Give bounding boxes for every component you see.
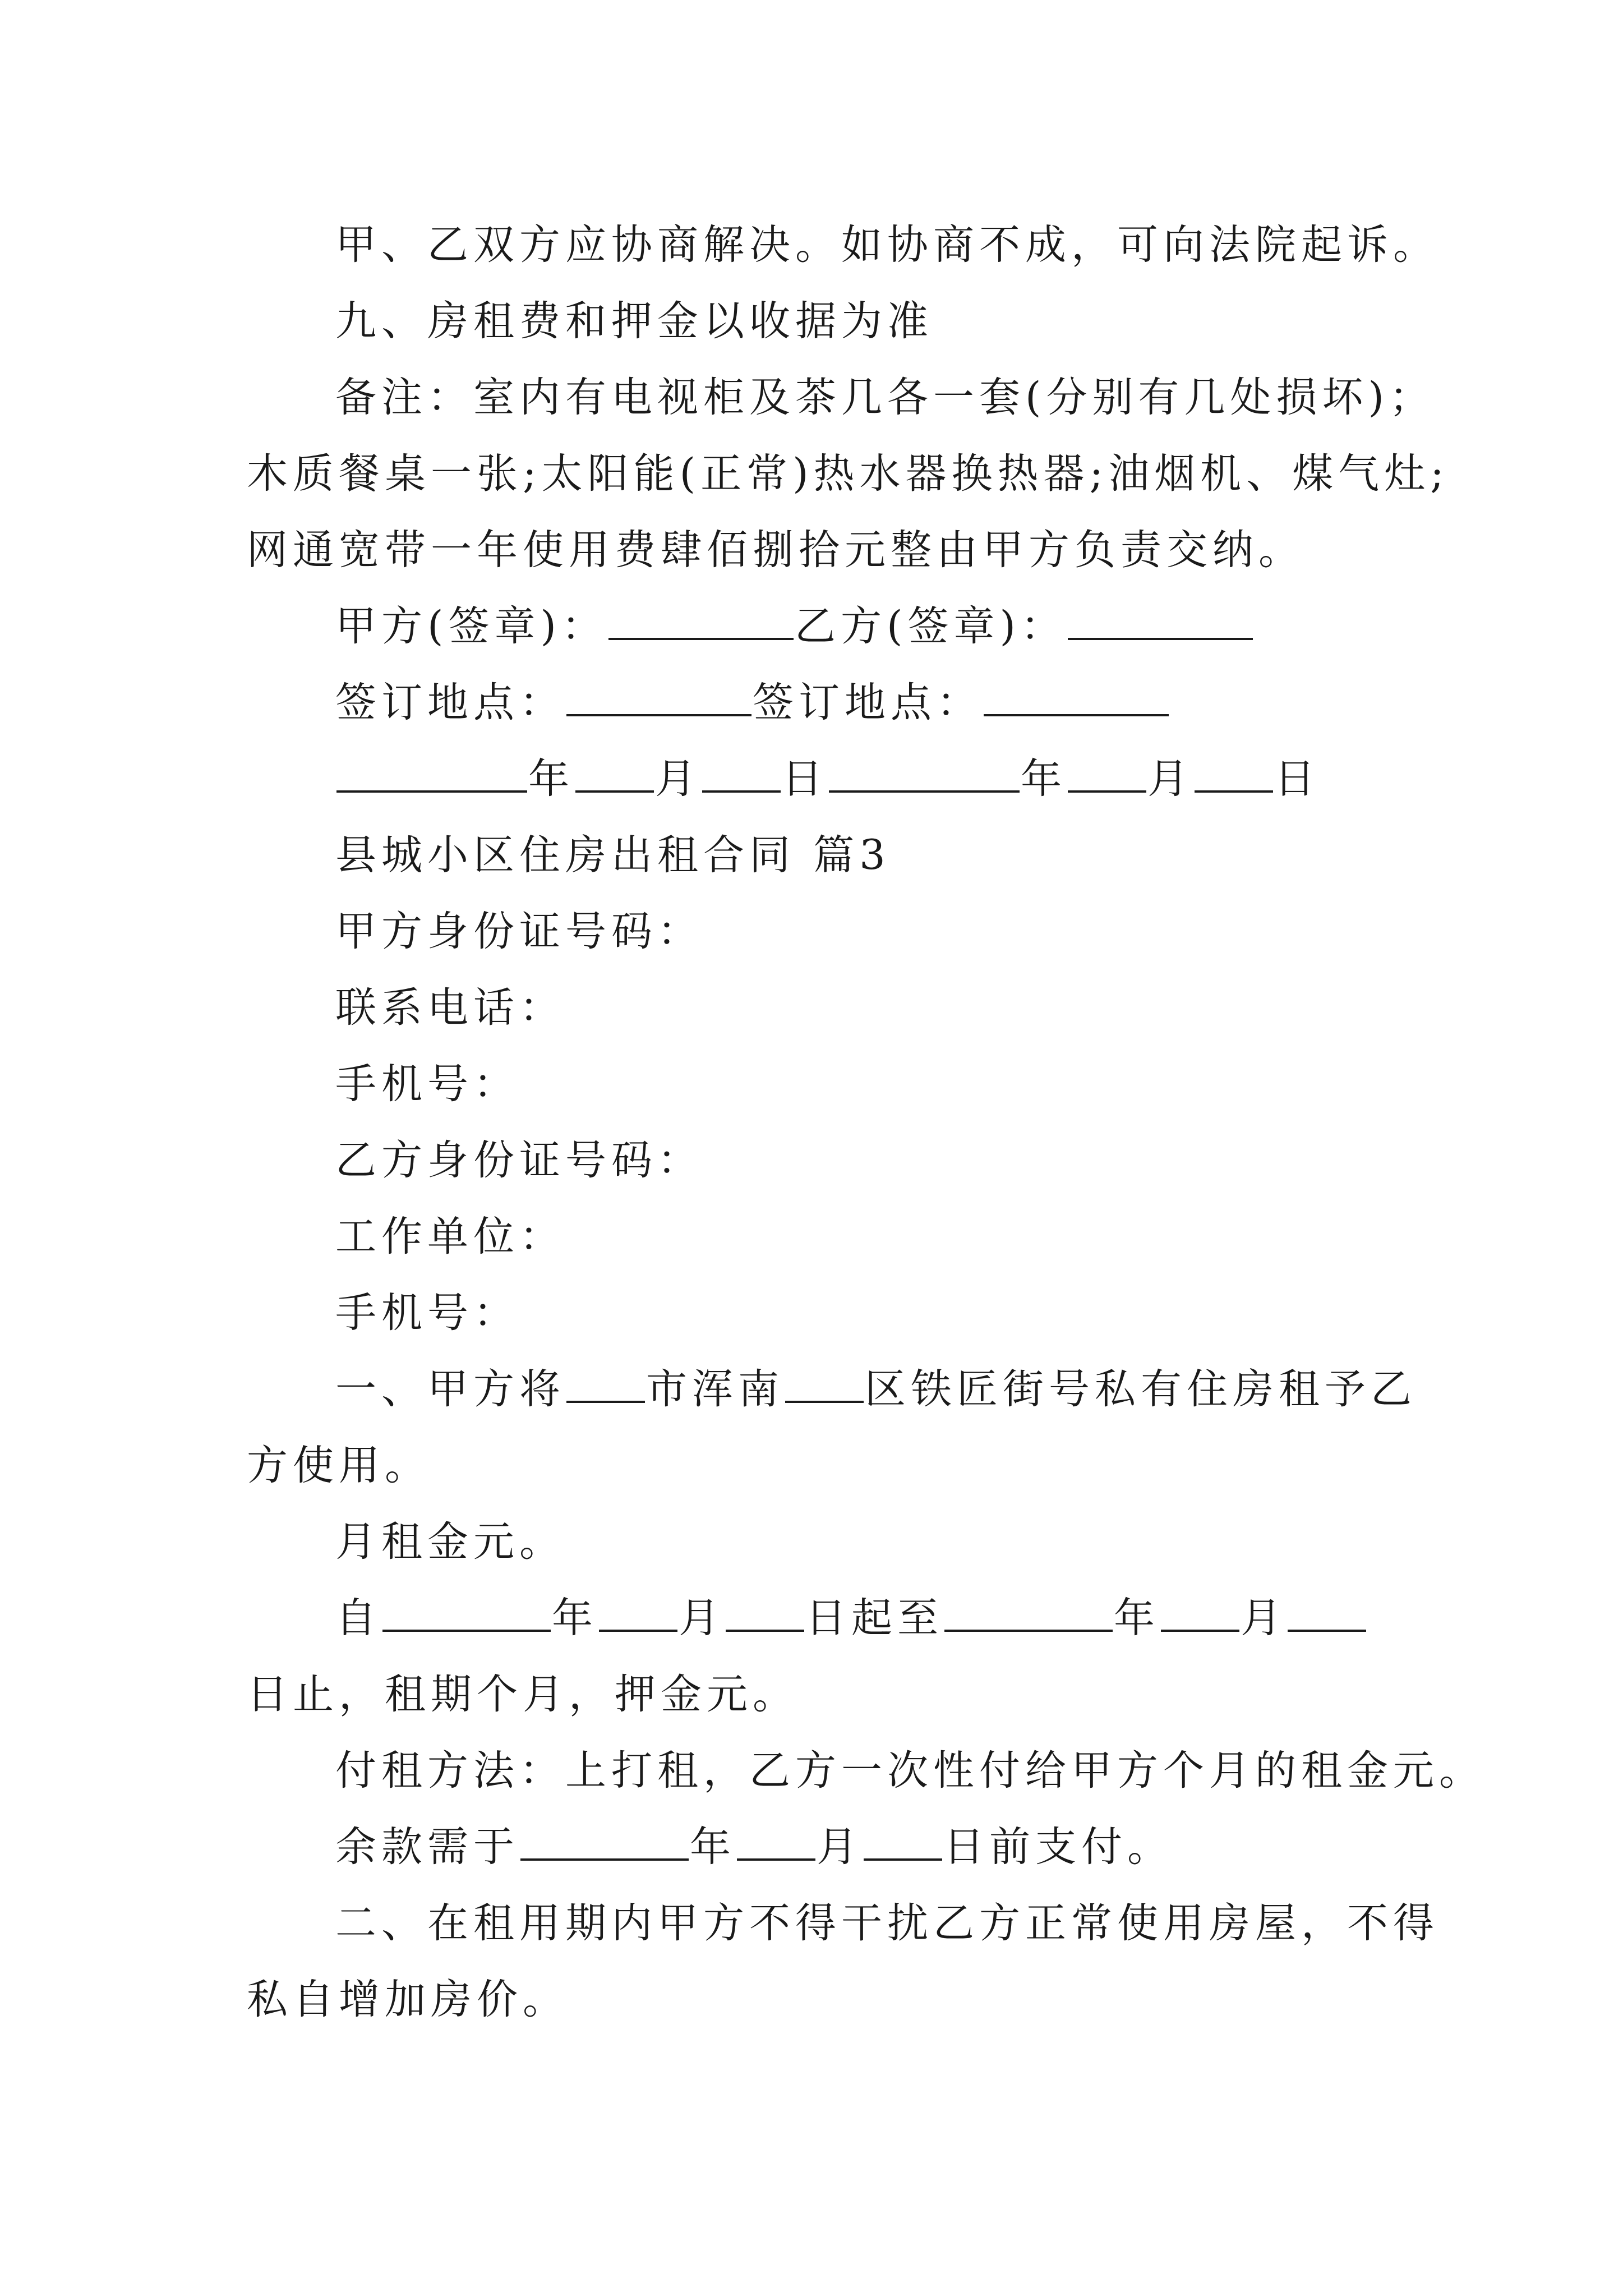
balance-due-line [335,1816,1390,1878]
signing-place-line [335,672,1390,734]
month-blank-b [1068,757,1146,793]
start-year-blank [382,1596,551,1632]
party-b-work-label: 工作单位： [335,1213,565,1260]
year-label-b: 年 [1021,755,1067,803]
year-blank-a [336,757,527,793]
clause-1 [335,1359,1417,1420]
month-blank-a [575,757,654,793]
start-day-blank [726,1596,804,1632]
lease-term-continued: 日止，租期个月，押金元。 [247,1671,799,1718]
party-b-signature-label: 乙方(签章)： [794,602,1067,650]
start-month-label: 月 [679,1594,725,1642]
balance-year-label: 年 [690,1823,736,1871]
month-label-a: 月 [655,755,701,803]
year-label-a: 年 [528,755,574,803]
note-line-2: 木质餐桌一张;太阳能(正常)热水器换热器;油烟机、煤气灶; [247,450,1449,498]
lease-term-line [335,1588,1390,1649]
party-a-id-label: 甲方身份证号码： [335,908,703,955]
note-line-1: 备注：室内有电视柜及茶几各一套(分别有几处损坏)； [335,374,1435,421]
signing-place-b-blank [984,680,1169,716]
party-b-signature-blank [1068,604,1253,640]
signing-place-a-blank [566,680,751,716]
note-line-3: 网通宽带一年使用费肆佰捌拾元整由甲方负责交纳。 [247,526,1304,574]
monthly-rent: 月租金元。 [335,1518,565,1566]
month-label-b: 月 [1147,755,1193,803]
party-a-mobile-label: 手机号： [335,1060,519,1108]
party-b-mobile-label: 手机号： [335,1289,519,1337]
day-blank-a [702,757,781,793]
clause-1-continued: 方使用。 [247,1442,431,1489]
day-label-b: 日 [1274,755,1320,803]
party-b-id-label: 乙方身份证号码： [335,1137,703,1184]
end-year-label: 年 [1114,1594,1160,1642]
day-label-a: 日 [782,755,828,803]
city-blank [566,1367,645,1403]
signing-place-a-label: 签订地点： [335,679,565,726]
day-blank-b [1195,757,1273,793]
end-day-blank [1288,1596,1366,1632]
start-year-label: 年 [552,1594,598,1642]
payment-method: 付租方法：上打租，乙方一次性付给甲方个月的租金元。 [335,1747,1485,1795]
signature-line [335,596,1390,657]
balance-month-blank [737,1825,815,1861]
paragraph-dispute: 甲、乙双方应协商解决。如协商不成，可向法院起诉。 [335,221,1439,269]
balance-label: 余款需于 [335,1823,519,1871]
clause-9: 九、房租费和押金以收据为准 [335,297,933,345]
clause-1-part-a: 一、甲方将 [335,1365,565,1413]
term-from-label: 自 [335,1594,381,1642]
party-a-phone-label: 联系电话： [335,984,565,1032]
party-a-signature-label: 甲方(签章)： [335,602,607,650]
end-month-blank [1161,1596,1239,1632]
clause-2: 二、在租用期内甲方不得干扰乙方正常使用房屋，不得 [335,1899,1439,1947]
party-a-signature-blank [608,604,794,640]
start-month-blank [599,1596,677,1632]
signing-place-b-label: 签订地点： [753,679,983,726]
clause-1-part-c: 区铁匠街号私有住房租予乙 [865,1365,1417,1413]
balance-year-blank [520,1825,689,1861]
balance-day-blank [864,1825,942,1861]
end-month-label: 月 [1241,1594,1287,1642]
end-year-blank [944,1596,1113,1632]
signing-date-line [335,748,1390,810]
term-to-label: 日起至 [805,1594,943,1642]
year-blank-b [829,757,1020,793]
balance-due-label: 日前支付。 [943,1823,1173,1871]
clause-2-continued: 私自增加房价。 [247,1976,569,2023]
district-blank [785,1367,864,1403]
clause-1-part-b: 市浑南 [646,1365,784,1413]
balance-month-label: 月 [817,1823,863,1871]
section-title: 县城小区住房出租合同 篇3 [335,831,891,879]
